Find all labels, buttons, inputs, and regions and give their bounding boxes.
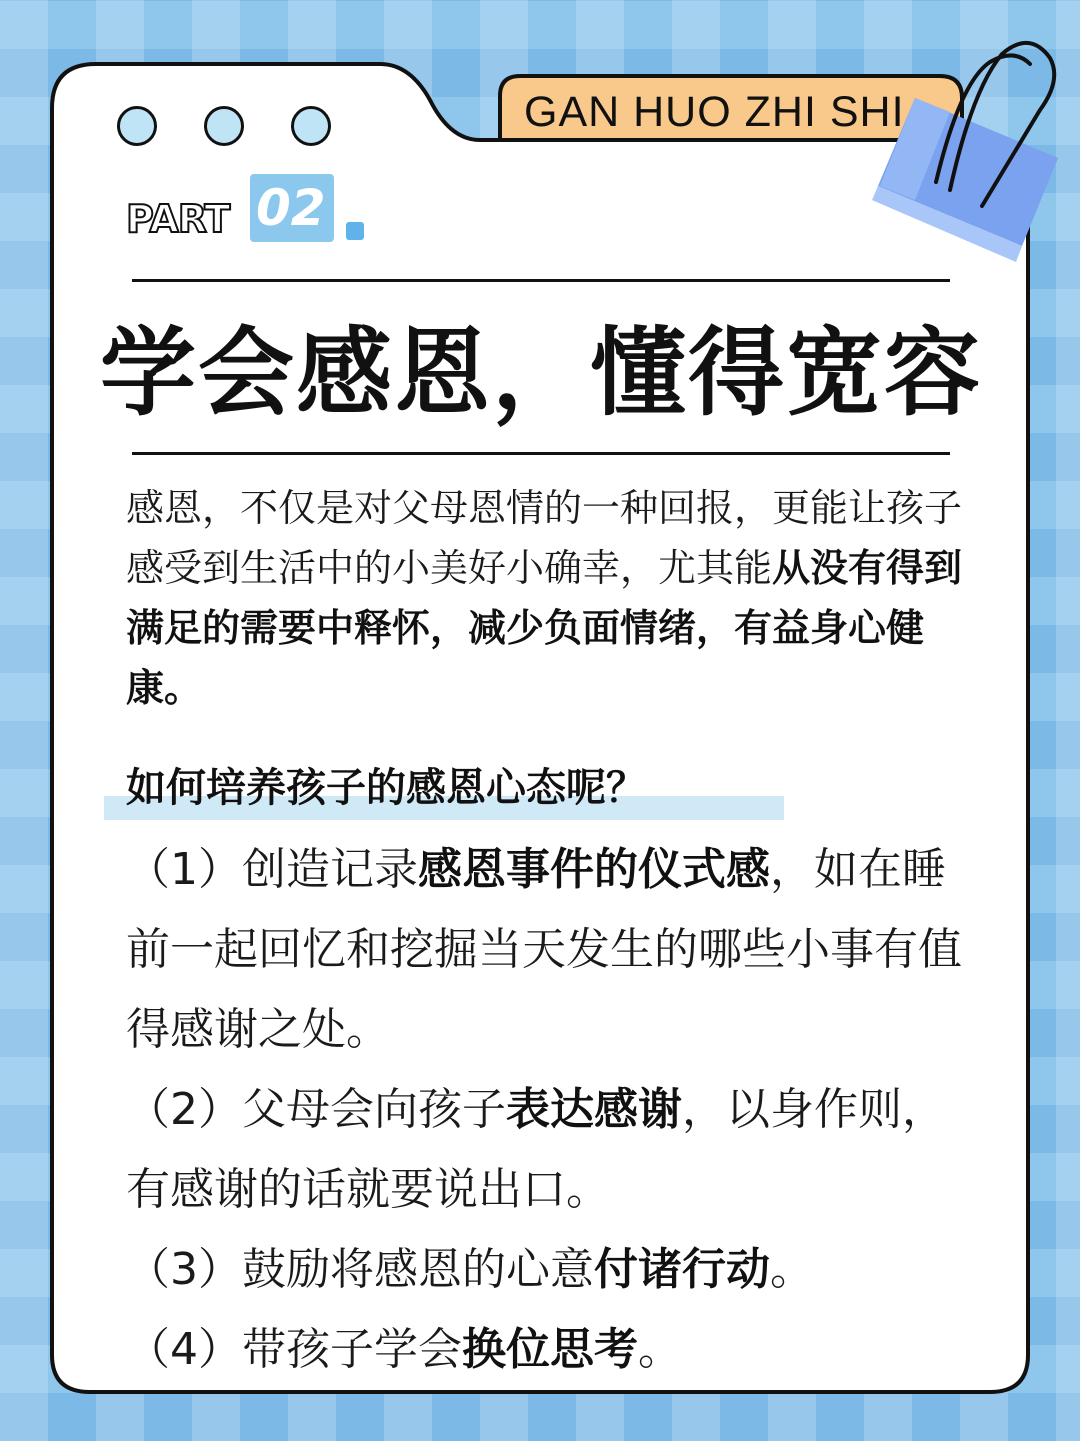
item-bold: 表达感谢 [506, 1084, 682, 1135]
item-prefix: （2）父母会向孩子 [126, 1084, 506, 1135]
item-prefix: （1）创造记录 [126, 844, 418, 895]
window-dot-2 [204, 106, 244, 146]
list-item [126, 1070, 976, 1230]
intro-paragraph [126, 478, 976, 718]
list-item [126, 1310, 976, 1390]
item-prefix: （3）鼓励将感恩的心意 [126, 1244, 594, 1295]
part-number: 02 [256, 179, 326, 237]
part-label: PART [126, 197, 230, 241]
intro-bold-text: 从没有得到满足的需要中释怀，减少负面情绪，有益身心健康。 [126, 546, 963, 710]
list-item [126, 1230, 976, 1310]
title-rule-top [132, 279, 950, 282]
list-item [126, 830, 976, 1070]
intro-text: 感恩，不仅是对父母恩情的一种回报，更能让孩子感受到生活中的小美好小确幸，尤其能 [126, 486, 963, 590]
page-title: 学会感恩，懂得宽容 [100, 317, 982, 429]
window-dot-3 [291, 106, 331, 146]
part-dot [346, 222, 364, 240]
section-question: 如何培养孩子的感恩心态呢？ [126, 765, 646, 811]
item-bold: 感恩事件的仪式感 [418, 844, 770, 895]
tab-label: GAN HUO ZHI SHI [524, 88, 905, 136]
item-suffix: 。 [638, 1324, 682, 1375]
title-rule-bottom [132, 452, 950, 455]
item-bold: 付诸行动 [594, 1244, 770, 1295]
tips-list [126, 830, 976, 1390]
item-suffix: ，如在睡前一起回忆和挖掘当天发生的哪些小事有值得感谢之处。 [126, 844, 962, 1055]
item-suffix: ，以身作则，有感谢的话就要说出口。 [126, 1084, 946, 1215]
item-suffix: 。 [770, 1244, 814, 1295]
item-bold: 换位思考 [462, 1324, 638, 1375]
item-prefix: （4）带孩子学会 [126, 1324, 462, 1375]
window-dot-1 [117, 106, 157, 146]
